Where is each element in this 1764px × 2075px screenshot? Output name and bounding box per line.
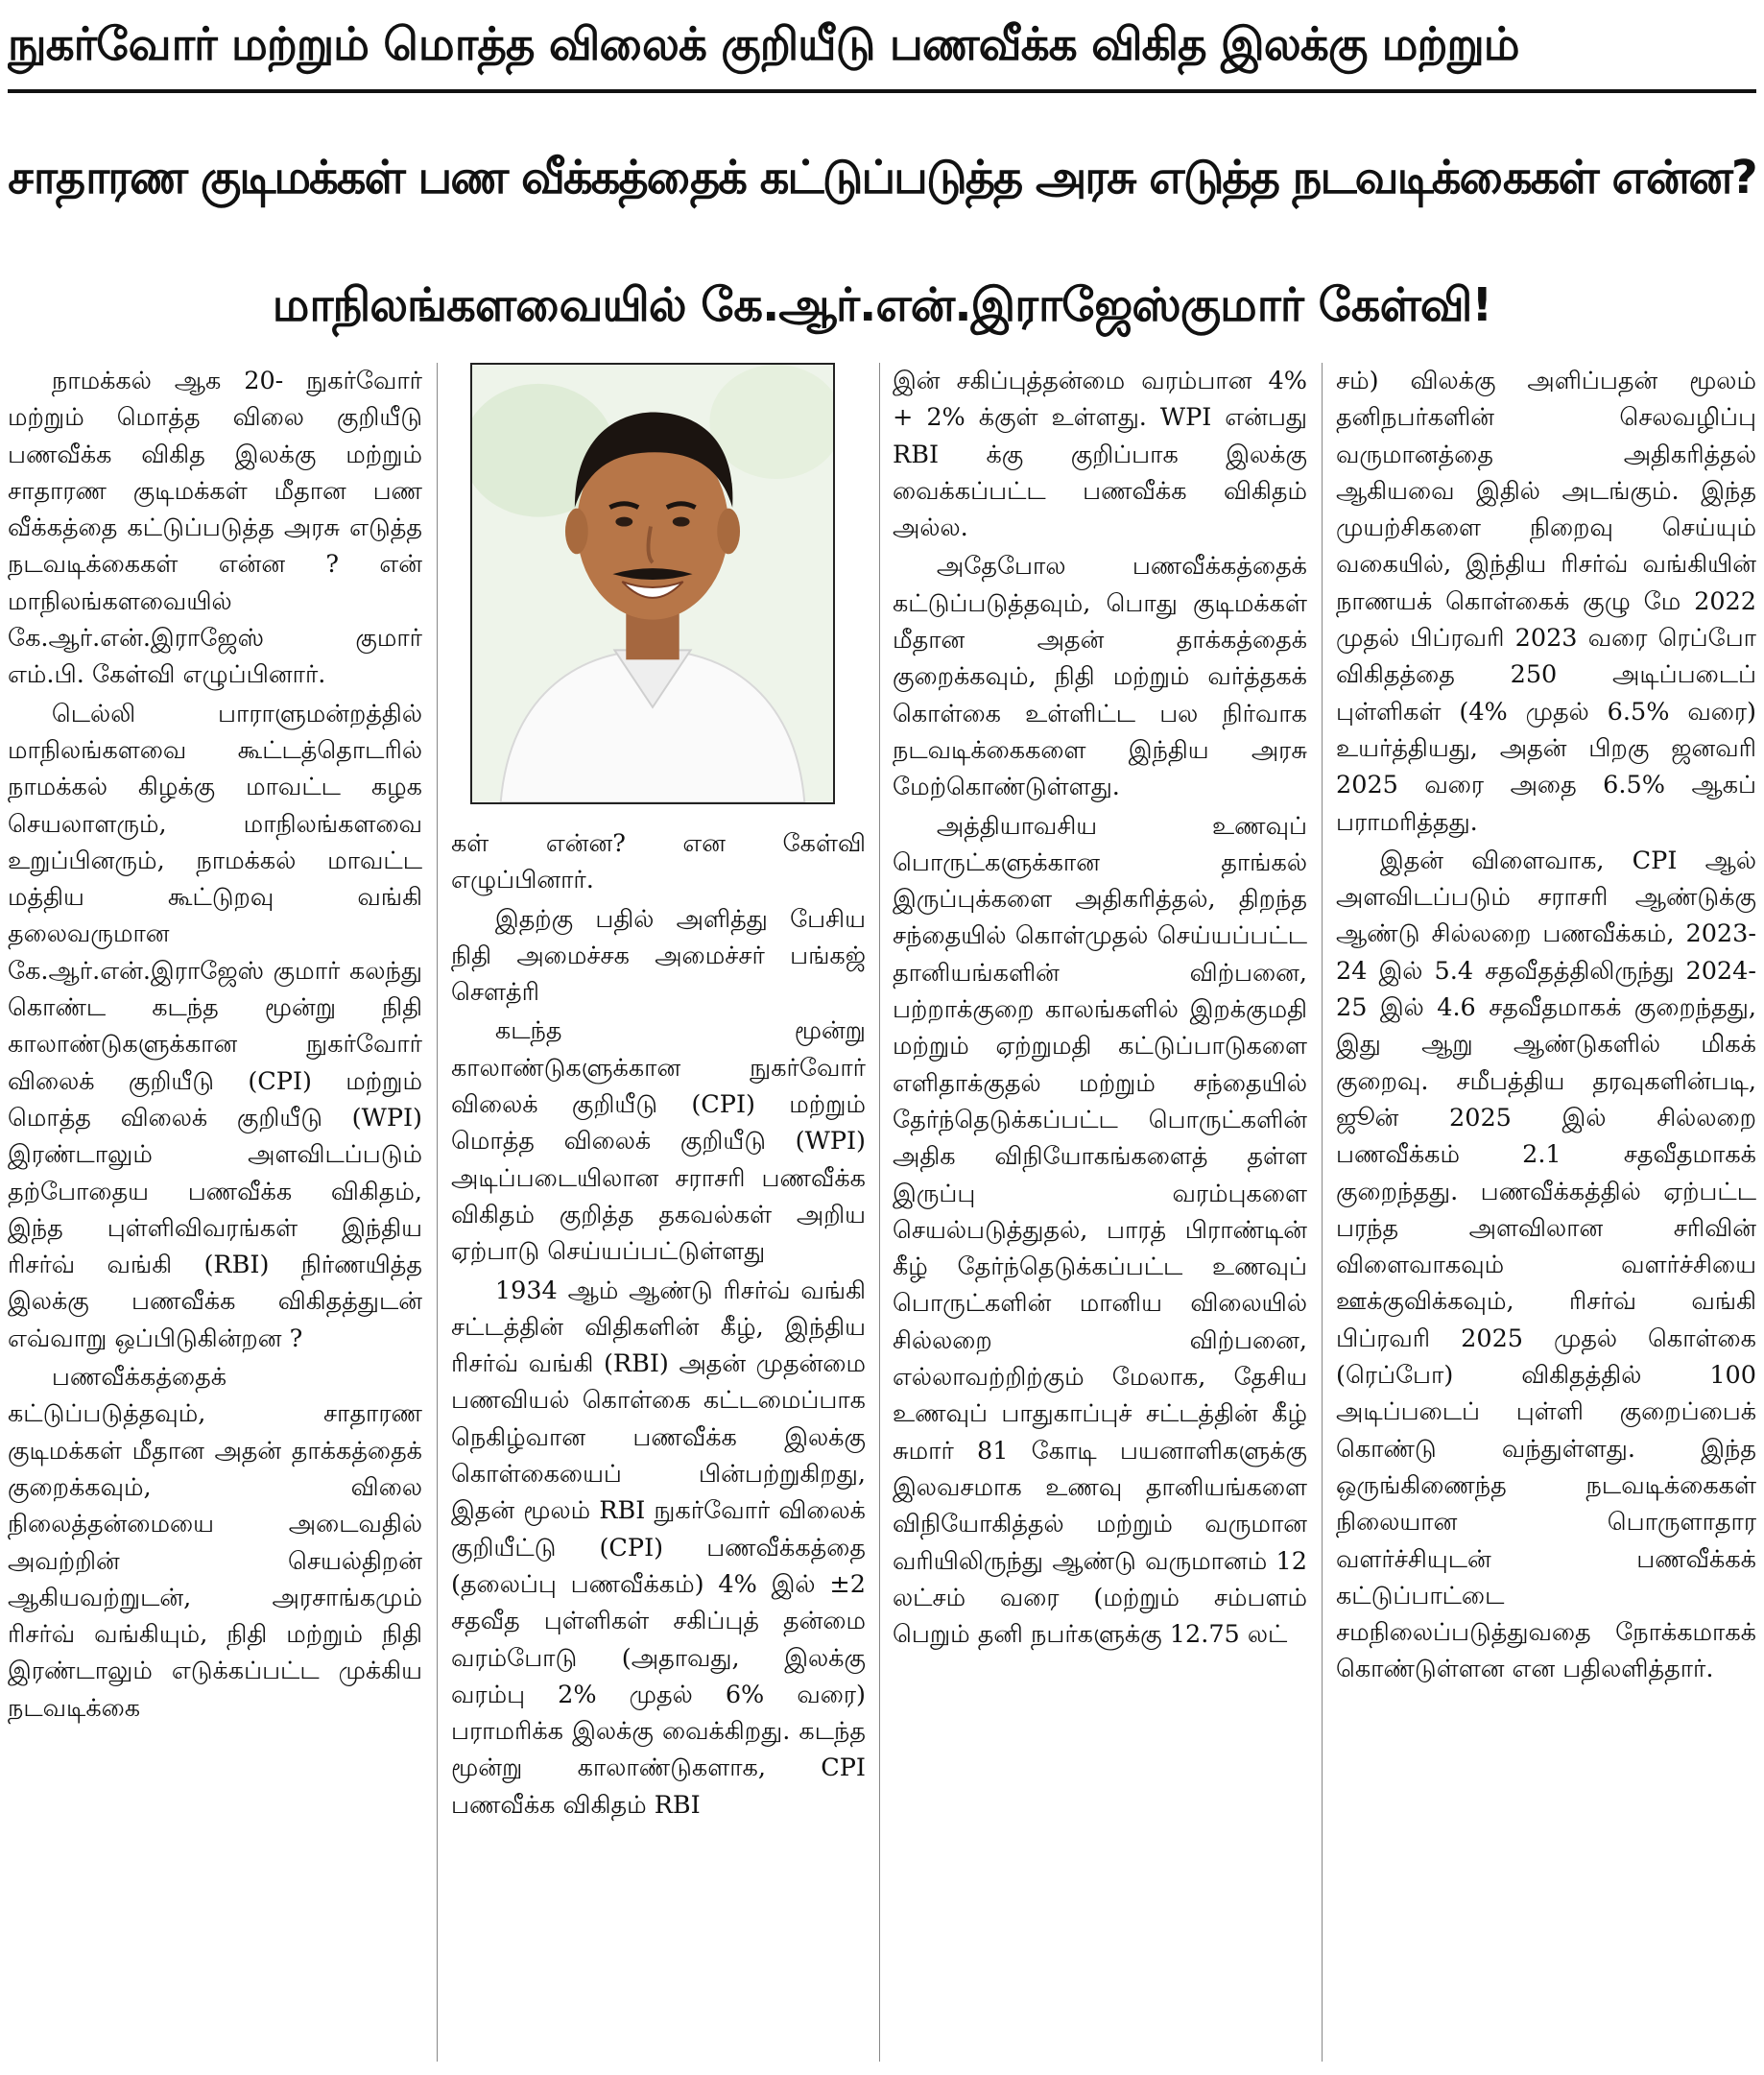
article-paragraph: சம்) விலக்கு அளிப்பதன் மூலம் தனிநபர்களின் செலவழிப்பு வருமானத்தை அதிகரித்தல் ஆகியவை இதில் அடங்கும். இந்த முயற்சிகளை நிறைவு செய்யும் வகையில், இந்திய ரிசர்வ் வங்கியின் நாணயக் கொள்கைக் குழு மே 2022 முதல் பிப்ரவரி 2023 வரை ரெப்போ விகிதத்தை 250 அடிப்படைப் புள்ளிகள் (4% முதல் 6.5% வரை) உயர்த்தியது, அதன் பிறகு ஜனவரி 2025 வரை அதை 6.5% ஆகப் பராமரித்தது. bbox=[1336, 367, 1756, 837]
article-paragraph: அதேபோல பணவீக்கத்தைக் கட்டுப்படுத்தவும், பொது குடிமக்கள் மீதான அதன் தாக்கத்தைக் குறைக்கவும், நிதி மற்றும் வர்த்தகக் கொள்கை உள்ளிட்ட பல நிர்வாக நடவடிக்கைகளை இந்திய அரசு மேற்கொண்டுள்ளது. bbox=[893, 552, 1307, 802]
article-paragraph: 1934 ஆம் ஆண்டு ரிசர்வ் வங்கி சட்டத்தின் விதிகளின் கீழ், இந்திய ரிசர்வ் வங்கி (RBI) அதன் முதன்மை பணவியல் கொள்கை கட்டமைப்பாக நெகிழ்வான பணவீக்க இலக்கு கொள்கையைப் பின்பற்றுகிறது, இதன் மூலம் RBI நுகர்வோர் விலைக் குறியீட்டு (CPI) பணவீக்கத்தை (தலைப்பு பணவீக்கம்) 4% இல் ±2 சதவீத புள்ளிகள் சகிப்புத் தன்மை வரம்போடு (அதாவது, இலக்கு வரம்பு 2% முதல் 6% வரை) பராமரிக்க இலக்கு வைக்கிறது. கடந்த மூன்று காலாண்டுகளாக, CPI பணவீக்க விகிதம் RBI bbox=[451, 1276, 866, 1820]
headline-line-1: நுகர்வோர் மற்றும் மொத்த விலைக் குறியீடு பணவீக்க விகித இலக்கு மற்றும் bbox=[8, 18, 1519, 71]
article-column-1 bbox=[8, 363, 422, 2062]
portrait-illustration bbox=[472, 365, 833, 802]
article-column-3 bbox=[893, 363, 1307, 2062]
article-paragraph: பணவீக்கத்தைக் கட்டுப்படுத்தவும், சாதாரண குடிமக்கள் மீதான அதன் தாக்கத்தைக் குறைக்கவும், விலை நிலைத்தன்மையை அடைவதில் அவற்றின் செயல்திறன் ஆகியவற்றுடன், அரசாங்கமும் ரிசர்வ் வங்கியும், நிதி மற்றும் நிதி இரண்டாலும் எடுக்கப்பட்ட முக்கிய நடவடிக்கை bbox=[8, 1363, 422, 1723]
article-paragraph: கடந்த மூன்று காலாண்டுகளுக்கான நுகர்வோர் விலைக் குறியீடு (CPI) மற்றும் மொத்த விலைக் குறியீடு (WPI) அடிப்படையிலான சராசரி பணவீக்க விகிதம் குறித்த தகவல்கள் அறிய ஏற்பாடு செய்யப்பட்டுள்ளது bbox=[451, 1016, 866, 1267]
article-paragraph: இன் சகிப்புத்தன்மை வரம்பான 4% + 2% க்குள் உள்ளது. WPI என்பது RBI க்கு குறிப்பாக இலக்கு வைக்கப்பட்ட பணவீக்க விகிதம் அல்ல. bbox=[893, 367, 1307, 543]
article-paragraph: இதற்கு பதில் அளித்து பேசிய நிதி அமைச்சக அமைச்சர் பங்கஜ் சௌத்ரி bbox=[451, 904, 866, 1008]
subheadline: மாநிலங்களவையில் கே.ஆர்.என்.இராஜேஸ்குமார் கேள்வி! bbox=[272, 278, 1492, 332]
headline-line-2: சாதாரண குடிமக்கள் பண வீக்கத்தைக் கட்டுப்படுத்த அரசு எடுத்த நடவடிக்கைகள் என்ன? bbox=[8, 151, 1756, 204]
column-divider bbox=[879, 363, 880, 2062]
article-paragraph: நாமக்கல் ஆக 20- நுகர்வோர் மற்றும் மொத்த விலை குறியீடு பணவீக்க விகித இலக்கு மற்றும் சாதாரண குடிமக்கள் மீதான பண வீக்கத்தை கட்டுப்படுத்த அரசு எடுத்த நடவடிக்கைகள் என்ன ? என் மாநிலங்களவையில் கே.ஆர்.என்.இராஜேஸ் குமார் எம்.பி. கேள்வி எழுப்பினார். bbox=[8, 367, 422, 690]
headline-rule bbox=[8, 89, 1756, 93]
column-divider bbox=[437, 363, 438, 2062]
article-paragraph: டெல்லி பாராளுமன்றத்தில் மாநிலங்களவை கூட்டத்தொடரில் நாமக்கல் கிழக்கு மாவட்ட கழக செயலாளரும், மாநிலங்களவை உறுப்பினரும், நாமக்கல் மாவட்ட மத்திய கூட்டுறவு வங்கி தலைவருமான கே.ஆர்.என்.இராஜேஸ் குமார் கலந்து கொண்ட கடந்த மூன்று நிதி காலாண்டுகளுக்கான நுகர்வோர் விலைக் குறியீடு (CPI) மற்றும் மொத்த விலைக் குறியீடு (WPI) இரண்டாலும் அளவிடப்படும் தற்போதைய பணவீக்க விகிதம், இந்த புள்ளிவிவரங்கள் இந்திய ரிசர்வ் வங்கி (RBI) நிர்ணயித்த இலக்கு பணவீக்க விகிதத்துடன் எவ்வாறு ஒப்பிடுகின்றன ? bbox=[8, 699, 422, 1353]
article-column-4 bbox=[1336, 363, 1756, 2062]
portrait-photo bbox=[470, 363, 835, 804]
article-paragraph: இதன் விளைவாக, CPI ஆல் அளவிடப்படும் சராசரி ஆண்டுக்கு ஆண்டு சில்லறை பணவீக்கம், 2023-24 இல் 5.4 சதவீதத்திலிருந்து 2024-25 இல் 4.6 சதவீதமாகக் குறைந்தது, இது ஆறு ஆண்டுகளில் மிகக் குறைவு. சமீபத்திய தரவுகளின்படி, ஜூன் 2025 இல் சில்லறை பணவீக்கம் 2.1 சதவீதமாகக் குறைந்தது. பணவீக்கத்தில் ஏற்பட்ட பரந்த அளவிலான சரிவின் விளைவாகவும் வளர்ச்சியை ஊக்குவிக்கவும், ரிசர்வ் வங்கி பிப்ரவரி 2025 முதல் கொள்கை (ரெப்போ) விகிதத்தில் 100 அடிப்படைப் புள்ளி குறைப்பைக் கொண்டு வந்துள்ளது. இந்த ஒருங்கிணைந்த நடவடிக்கைகள் நிலையான பொருளாதார வளர்ச்சியுடன் பணவீக்கக் கட்டுப்பாட்டை சமநிலைப்படுத்துவதை நோக்கமாகக் கொண்டுள்ளன என பதிலளித்தார். bbox=[1336, 846, 1756, 1684]
article-paragraph: கள் என்ன? என கேள்வி எழுப்பினார். bbox=[451, 829, 866, 895]
article-column-2 bbox=[451, 825, 866, 2062]
article-paragraph: அத்தியாவசிய உணவுப் பொருட்களுக்கான தாங்கல் இருப்புக்களை அதிகரித்தல், திறந்த சந்தையில் கொள்முதல் செய்யப்பட்ட தானியங்களின் விற்பனை, பற்றாக்குறை காலங்களில் இறக்குமதி மற்றும் ஏற்றுமதி கட்டுப்பாடுகளை எளிதாக்குதல் மற்றும் சந்தையில் தேர்ந்தெடுக்கப்பட்ட பொருட்களின் அதிக விநியோகங்களைத் தள்ள இருப்பு வரம்புகளை செயல்படுத்துதல், பாரத் பிராண்டின் கீழ் தேர்ந்தெடுக்கப்பட்ட உணவுப் பொருட்களின் மானிய விலையில் சில்லறை விற்பனை, எல்லாவற்றிற்கும் மேலாக, தேசிய உணவுப் பாதுகாப்புச் சட்டத்தின் கீழ் சுமார் 81 கோடி பயனாளிகளுக்கு இலவசமாக உணவு தானியங்களை விநியோகித்தல் மற்றும் வருமான வரியிலிருந்து ஆண்டு வருமானம் 12 லட்சம் வரை (மற்றும் சம்பளம் பெறும் தனி நபர்களுக்கு 12.75 லட் bbox=[893, 811, 1307, 1650]
column-divider bbox=[1322, 363, 1323, 2062]
